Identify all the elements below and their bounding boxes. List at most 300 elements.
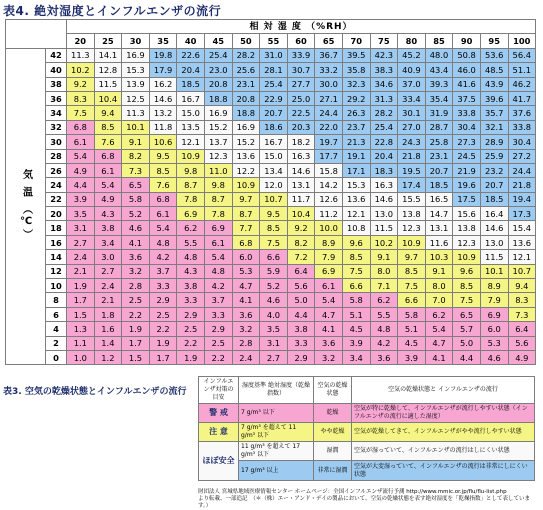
humidity-cell: 12.2 bbox=[232, 163, 260, 177]
humidity-cell: 2.1 bbox=[67, 264, 95, 278]
humidity-cell: 11.6 bbox=[425, 235, 453, 249]
humidity-cell: 19.1 bbox=[342, 149, 370, 163]
humidity-cell: 11.8 bbox=[149, 120, 177, 134]
humidity-cell: 6.1 bbox=[67, 135, 95, 149]
temperature-row-header: 10 bbox=[46, 279, 67, 293]
humidity-cell: 9.1 bbox=[425, 264, 453, 278]
humidity-cell: 8.9 bbox=[480, 279, 508, 293]
humidity-cell: 20.3 bbox=[287, 120, 315, 134]
humidity-cell: 21.3 bbox=[342, 135, 370, 149]
humidity-cell: 2.5 bbox=[177, 322, 205, 336]
humidity-cell: 10.4 bbox=[94, 91, 122, 105]
humidity-cell: 7.2 bbox=[287, 250, 315, 264]
humidity-cell: 8.5 bbox=[453, 279, 481, 293]
legend-criteria: 17 g/m³ 以上 bbox=[239, 461, 314, 481]
humidity-cell: 5.9 bbox=[260, 264, 288, 278]
humidity-cell: 4.7 bbox=[315, 307, 343, 321]
humidity-cell: 5.4 bbox=[149, 221, 177, 235]
humidity-col-header: 45 bbox=[204, 34, 232, 48]
humidity-cell: 8.9 bbox=[315, 235, 343, 249]
humidity-cell: 11.5 bbox=[94, 77, 122, 91]
humidity-cell: 2.5 bbox=[204, 336, 232, 350]
humidity-cell: 3.3 bbox=[149, 279, 177, 293]
humidity-col-header: 30 bbox=[122, 34, 150, 48]
humidity-cell: 4.7 bbox=[232, 279, 260, 293]
temperature-row-header: 6 bbox=[46, 307, 67, 321]
humidity-cell: 41.6 bbox=[453, 77, 481, 91]
humidity-cell: 23.7 bbox=[342, 120, 370, 134]
humidity-cell: 17.5 bbox=[453, 192, 481, 206]
humidity-cell: 4.6 bbox=[122, 221, 150, 235]
humidity-cell: 30.1 bbox=[398, 106, 426, 120]
humidity-cell: 10.0 bbox=[315, 221, 343, 235]
humidity-cell: 15.2 bbox=[232, 135, 260, 149]
humidity-cell: 1.4 bbox=[94, 336, 122, 350]
table-row bbox=[6, 350, 536, 364]
humidity-cell: 2.2 bbox=[177, 336, 205, 350]
humidity-cell: 7.5 bbox=[398, 279, 426, 293]
humidity-cell: 18.5 bbox=[177, 77, 205, 91]
humidity-cell: 33.8 bbox=[508, 120, 536, 134]
absolute-humidity-table bbox=[5, 19, 536, 365]
table-row bbox=[6, 279, 536, 293]
humidity-cell: 9.2 bbox=[67, 77, 95, 91]
humidity-cell: 8.2 bbox=[122, 149, 150, 163]
humidity-cell: 29.2 bbox=[342, 91, 370, 105]
humidity-cell: 5.4 bbox=[67, 149, 95, 163]
humidity-cell: 5.8 bbox=[122, 192, 150, 206]
table-row bbox=[6, 120, 536, 134]
table-row bbox=[6, 178, 536, 192]
humidity-cell: 35.7 bbox=[480, 106, 508, 120]
humidity-cell: 4.1 bbox=[122, 235, 150, 249]
humidity-cell: 48.0 bbox=[425, 48, 453, 62]
temperature-axis-label bbox=[6, 48, 46, 365]
humidity-cell: 19.5 bbox=[398, 163, 426, 177]
humidity-cell: 3.8 bbox=[94, 221, 122, 235]
humidity-cell: 18.5 bbox=[425, 178, 453, 192]
legend-level: 注 意 bbox=[199, 423, 239, 442]
humidity-header: 相 対 湿 度 （%RH） bbox=[67, 20, 536, 34]
humidity-cell: 19.4 bbox=[508, 192, 536, 206]
humidity-cell: 10.7 bbox=[260, 192, 288, 206]
humidity-cell: 30.4 bbox=[453, 120, 481, 134]
humidity-col-header: 40 bbox=[177, 34, 205, 48]
temperature-row-header: 14 bbox=[46, 250, 67, 264]
humidity-col-header: 70 bbox=[342, 34, 370, 48]
humidity-cell: 4.3 bbox=[94, 207, 122, 221]
table-row bbox=[6, 163, 536, 177]
humidity-cell: 32.3 bbox=[342, 77, 370, 91]
humidity-cell: 6.4 bbox=[508, 322, 536, 336]
humidity-cell: 21.8 bbox=[398, 149, 426, 163]
humidity-cell: 1.9 bbox=[122, 322, 150, 336]
humidity-cell: 10.2 bbox=[67, 63, 95, 77]
legend-criteria: 7 g/m³ 以下 bbox=[239, 404, 314, 423]
humidity-cell: 33.9 bbox=[287, 48, 315, 62]
humidity-cell: 51.1 bbox=[508, 63, 536, 77]
humidity-cell: 7.3 bbox=[122, 163, 150, 177]
humidity-cell: 30.7 bbox=[287, 63, 315, 77]
humidity-cell: 5.8 bbox=[398, 307, 426, 321]
humidity-cell: 3.3 bbox=[177, 293, 205, 307]
humidity-cell: 1.1 bbox=[67, 336, 95, 350]
humidity-cell: 3.4 bbox=[94, 235, 122, 249]
humidity-cell: 39.3 bbox=[425, 77, 453, 91]
humidity-cell: 20.4 bbox=[177, 63, 205, 77]
temperature-row-header: 18 bbox=[46, 221, 67, 235]
humidity-cell: 37.5 bbox=[453, 91, 481, 105]
humidity-col-header: 85 bbox=[425, 34, 453, 48]
humidity-cell: 6.6 bbox=[260, 250, 288, 264]
humidity-cell: 25.6 bbox=[232, 63, 260, 77]
humidity-cell: 16.2 bbox=[149, 77, 177, 91]
humidity-cell: 12.8 bbox=[94, 63, 122, 77]
humidity-cell: 41.7 bbox=[508, 91, 536, 105]
humidity-cell: 20.7 bbox=[260, 106, 288, 120]
humidity-cell: 56.4 bbox=[508, 48, 536, 62]
humidity-cell: 4.4 bbox=[67, 178, 95, 192]
humidity-cell: 3.8 bbox=[177, 279, 205, 293]
humidity-cell: 27.7 bbox=[287, 77, 315, 91]
humidity-cell: 22.0 bbox=[315, 120, 343, 134]
humidity-cell: 2.4 bbox=[94, 279, 122, 293]
humidity-cell: 2.9 bbox=[287, 350, 315, 364]
temperature-row-header: 20 bbox=[46, 207, 67, 221]
humidity-cell: 4.6 bbox=[480, 350, 508, 364]
humidity-cell: 17.3 bbox=[508, 207, 536, 221]
humidity-cell: 10.9 bbox=[232, 178, 260, 192]
humidity-cell: 23.1 bbox=[232, 77, 260, 91]
temperature-row-header: 16 bbox=[46, 235, 67, 249]
humidity-cell: 9.7 bbox=[232, 192, 260, 206]
humidity-cell: 3.9 bbox=[398, 350, 426, 364]
table-row bbox=[6, 135, 536, 149]
humidity-cell: 8.5 bbox=[260, 221, 288, 235]
table-row bbox=[6, 221, 536, 235]
humidity-cell: 6.0 bbox=[232, 250, 260, 264]
temperature-row-header: 28 bbox=[46, 149, 67, 163]
humidity-cell: 28.7 bbox=[425, 120, 453, 134]
humidity-cell: 7.5 bbox=[260, 235, 288, 249]
humidity-cell: 22.5 bbox=[287, 106, 315, 120]
humidity-cell: 34.6 bbox=[370, 77, 398, 91]
humidity-cell: 6.1 bbox=[315, 279, 343, 293]
humidity-cell: 10.1 bbox=[480, 264, 508, 278]
humidity-cell: 16.5 bbox=[425, 192, 453, 206]
humidity-cell: 25.0 bbox=[287, 91, 315, 105]
humidity-cell: 5.1 bbox=[398, 322, 426, 336]
humidity-cell: 12.3 bbox=[453, 235, 481, 249]
humidity-cell: 14.1 bbox=[94, 48, 122, 62]
humidity-cell: 25.4 bbox=[204, 48, 232, 62]
humidity-cell: 11.5 bbox=[370, 221, 398, 235]
humidity-cell: 9.6 bbox=[453, 264, 481, 278]
humidity-cell: 16.4 bbox=[480, 207, 508, 221]
humidity-cell: 13.0 bbox=[370, 207, 398, 221]
humidity-cell: 18.5 bbox=[480, 192, 508, 206]
humidity-cell: 3.7 bbox=[204, 293, 232, 307]
legend-col-header: 空気の乾燥状態 bbox=[314, 377, 352, 404]
humidity-cell: 3.6 bbox=[232, 307, 260, 321]
humidity-cell: 10.9 bbox=[398, 235, 426, 249]
humidity-cell: 9.8 bbox=[177, 163, 205, 177]
legend-col-header: 湿度基準 絶対湿度（乾燥指数） bbox=[239, 377, 314, 404]
humidity-cell: 27.0 bbox=[398, 120, 426, 134]
humidity-cell: 9.1 bbox=[122, 135, 150, 149]
humidity-cell: 8.2 bbox=[287, 235, 315, 249]
humidity-cell: 1.0 bbox=[67, 350, 95, 364]
legend-col-header: インフルエンザ対策の 目安 bbox=[199, 377, 239, 404]
footer-source: 財団法人 宮城県地域医療情報センター ホームページ：全国インフルエンザ流行予測 http://www.mmic.or.jp/flu/flu-list.php bbox=[198, 489, 507, 495]
footer-note: より転載、一部追記 （＊（株）エー・アンド・デイの製品において、空気の乾燥状態を表す絶対湿度を「乾燥指数」として表しています。） bbox=[198, 496, 531, 509]
humidity-cell: 5.0 bbox=[453, 336, 481, 350]
humidity-cell: 4.5 bbox=[398, 336, 426, 350]
humidity-cell: 11.3 bbox=[122, 106, 150, 120]
humidity-cell: 3.6 bbox=[315, 336, 343, 350]
humidity-cell: 31.9 bbox=[425, 106, 453, 120]
humidity-cell: 4.2 bbox=[204, 279, 232, 293]
humidity-cell: 8.7 bbox=[232, 207, 260, 221]
temperature-row-header: 22 bbox=[46, 192, 67, 206]
humidity-cell: 13.1 bbox=[425, 221, 453, 235]
temperature-row-header: 36 bbox=[46, 91, 67, 105]
humidity-cell: 5.3 bbox=[480, 336, 508, 350]
humidity-cell: 16.3 bbox=[370, 178, 398, 192]
humidity-cell: 6.4 bbox=[287, 264, 315, 278]
table-row bbox=[6, 192, 536, 206]
legend-state: 湿潤 bbox=[314, 442, 352, 461]
humidity-cell: 13.6 bbox=[342, 192, 370, 206]
temperature-row-header: 4 bbox=[46, 322, 67, 336]
humidity-cell: 42.3 bbox=[370, 48, 398, 62]
humidity-cell: 3.2 bbox=[232, 322, 260, 336]
legend-state: 非常に湿潤 bbox=[314, 461, 352, 481]
humidity-cell: 2.9 bbox=[204, 322, 232, 336]
humidity-cell: 15.8 bbox=[315, 163, 343, 177]
humidity-col-header: 65 bbox=[315, 34, 343, 48]
table-row bbox=[6, 250, 536, 264]
humidity-col-header: 55 bbox=[260, 34, 288, 48]
humidity-cell: 9.5 bbox=[260, 207, 288, 221]
humidity-cell: 10.2 bbox=[370, 235, 398, 249]
humidity-cell: 4.3 bbox=[177, 264, 205, 278]
humidity-cell: 53.6 bbox=[480, 48, 508, 62]
humidity-cell: 19.7 bbox=[315, 135, 343, 149]
humidity-cell: 12.3 bbox=[204, 149, 232, 163]
humidity-cell: 50.8 bbox=[453, 48, 481, 62]
humidity-cell: 36.7 bbox=[315, 48, 343, 62]
humidity-cell: 6.1 bbox=[94, 163, 122, 177]
humidity-cell: 6.6 bbox=[398, 293, 426, 307]
humidity-cell: 4.9 bbox=[94, 192, 122, 206]
humidity-cell: 5.5 bbox=[177, 235, 205, 249]
humidity-cell: 33.4 bbox=[398, 91, 426, 105]
humidity-cell: 3.6 bbox=[122, 250, 150, 264]
humidity-cell: 31.3 bbox=[370, 91, 398, 105]
humidity-cell: 6.5 bbox=[122, 178, 150, 192]
humidity-cell: 14.6 bbox=[149, 91, 177, 105]
humidity-cell: 1.9 bbox=[177, 350, 205, 364]
humidity-cell: 2.7 bbox=[260, 350, 288, 364]
humidity-cell: 38.3 bbox=[370, 63, 398, 77]
humidity-cell: 7.7 bbox=[232, 221, 260, 235]
humidity-cell: 1.2 bbox=[94, 350, 122, 364]
humidity-cell: 10.8 bbox=[342, 221, 370, 235]
temperature-row-header: 24 bbox=[46, 178, 67, 192]
humidity-cell: 13.7 bbox=[204, 135, 232, 149]
humidity-cell: 5.8 bbox=[342, 293, 370, 307]
humidity-cell: 9.7 bbox=[398, 250, 426, 264]
humidity-cell: 16.9 bbox=[204, 106, 232, 120]
humidity-cell: 4.8 bbox=[149, 235, 177, 249]
humidity-cell: 7.5 bbox=[67, 106, 95, 120]
humidity-cell: 14.6 bbox=[370, 192, 398, 206]
legend-desc: 空気が乾燥してきて、インフルエンザがやや流行しやすい状態 bbox=[352, 423, 535, 442]
humidity-cell: 14.6 bbox=[480, 221, 508, 235]
humidity-cell: 23.0 bbox=[204, 63, 232, 77]
humidity-cell: 3.8 bbox=[287, 322, 315, 336]
humidity-cell: 24.3 bbox=[398, 135, 426, 149]
humidity-cell: 39.5 bbox=[342, 48, 370, 62]
temperature-row-header: 34 bbox=[46, 106, 67, 120]
humidity-cell: 28.9 bbox=[480, 135, 508, 149]
humidity-cell: 6.5 bbox=[453, 307, 481, 321]
humidity-cell: 2.5 bbox=[149, 307, 177, 321]
humidity-cell: 2.2 bbox=[204, 350, 232, 364]
humidity-cell: 9.1 bbox=[370, 250, 398, 264]
humidity-cell: 4.1 bbox=[425, 350, 453, 364]
humidity-cell: 15.3 bbox=[122, 63, 150, 77]
humidity-cell: 6.9 bbox=[177, 207, 205, 221]
humidity-cell: 3.5 bbox=[67, 207, 95, 221]
humidity-col-header: 20 bbox=[67, 34, 95, 48]
humidity-cell: 11.0 bbox=[204, 163, 232, 177]
humidity-cell: 1.7 bbox=[149, 350, 177, 364]
legend-level: ほぼ安全 bbox=[199, 442, 239, 481]
humidity-cell: 15.4 bbox=[508, 221, 536, 235]
humidity-cell: 5.6 bbox=[287, 279, 315, 293]
humidity-cell: 2.5 bbox=[122, 293, 150, 307]
humidity-cell: 9.2 bbox=[287, 221, 315, 235]
humidity-cell: 8.0 bbox=[425, 279, 453, 293]
humidity-cell: 6.1 bbox=[149, 207, 177, 221]
humidity-cell: 28.2 bbox=[370, 106, 398, 120]
footer bbox=[198, 489, 538, 510]
humidity-cell: 1.9 bbox=[67, 279, 95, 293]
humidity-cell: 9.4 bbox=[94, 106, 122, 120]
humidity-cell: 37.6 bbox=[508, 106, 536, 120]
humidity-cell: 12.1 bbox=[177, 135, 205, 149]
humidity-cell: 43.4 bbox=[425, 63, 453, 77]
humidity-cell: 10.9 bbox=[177, 149, 205, 163]
humidity-cell: 6.9 bbox=[480, 307, 508, 321]
humidity-cell: 3.7 bbox=[149, 264, 177, 278]
humidity-cell: 4.9 bbox=[508, 350, 536, 364]
humidity-cell: 3.2 bbox=[122, 264, 150, 278]
humidity-cell: 2.2 bbox=[149, 322, 177, 336]
humidity-cell: 25.8 bbox=[425, 135, 453, 149]
humidity-cell: 1.9 bbox=[149, 336, 177, 350]
humidity-cell: 2.4 bbox=[67, 250, 95, 264]
humidity-cell: 5.7 bbox=[453, 322, 481, 336]
humidity-cell: 5.2 bbox=[260, 279, 288, 293]
humidity-cell: 46.0 bbox=[453, 63, 481, 77]
temperature-row-header: 12 bbox=[46, 264, 67, 278]
humidity-cell: 9.6 bbox=[342, 235, 370, 249]
humidity-cell: 25.9 bbox=[480, 149, 508, 163]
legend-desc: 空気が湿っていて、インフルエンザの流行はしにくい状態 bbox=[352, 442, 535, 461]
humidity-cell: 15.5 bbox=[398, 192, 426, 206]
legend-state: 乾燥 bbox=[314, 404, 352, 423]
humidity-cell: 1.5 bbox=[122, 350, 150, 364]
humidity-cell: 13.1 bbox=[287, 178, 315, 192]
humidity-cell: 16.9 bbox=[232, 120, 260, 134]
humidity-cell: 3.0 bbox=[94, 250, 122, 264]
humidity-cell: 2.7 bbox=[67, 235, 95, 249]
humidity-cell: 18.8 bbox=[232, 106, 260, 120]
temperature-row-header: 40 bbox=[46, 63, 67, 77]
humidity-cell: 3.4 bbox=[342, 350, 370, 364]
humidity-cell: 6.8 bbox=[67, 120, 95, 134]
humidity-cell: 9.5 bbox=[149, 149, 177, 163]
humidity-cell: 4.6 bbox=[260, 293, 288, 307]
legend-desc: 空気が大変湿っていて、インフルエンザの流行は非常にしにくい状態 bbox=[352, 461, 535, 481]
humidity-cell: 6.9 bbox=[204, 221, 232, 235]
humidity-cell: 23.1 bbox=[425, 149, 453, 163]
humidity-cell: 3.3 bbox=[287, 336, 315, 350]
humidity-cell: 10.9 bbox=[453, 250, 481, 264]
humidity-cell: 3.2 bbox=[315, 350, 343, 364]
legend-row bbox=[199, 442, 535, 461]
humidity-cell: 10.6 bbox=[149, 135, 177, 149]
humidity-cell: 28.2 bbox=[232, 48, 260, 62]
humidity-cell: 22.9 bbox=[260, 91, 288, 105]
humidity-cell: 20.7 bbox=[425, 163, 453, 177]
table-row bbox=[6, 63, 536, 77]
humidity-cell: 4.1 bbox=[232, 293, 260, 307]
humidity-cell: 33.2 bbox=[315, 63, 343, 77]
humidity-cell: 27.3 bbox=[453, 135, 481, 149]
humidity-cell: 27.2 bbox=[508, 149, 536, 163]
humidity-cell: 5.2 bbox=[122, 207, 150, 221]
humidity-cell: 5.4 bbox=[204, 250, 232, 264]
table-row bbox=[6, 307, 536, 321]
humidity-cell: 8.5 bbox=[94, 120, 122, 134]
temperature-row-header: 32 bbox=[46, 120, 67, 134]
humidity-cell: 6.0 bbox=[480, 322, 508, 336]
humidity-cell: 3.3 bbox=[204, 307, 232, 321]
humidity-cell: 11.2 bbox=[315, 207, 343, 221]
humidity-cell: 15.0 bbox=[177, 106, 205, 120]
humidity-cell: 6.8 bbox=[149, 192, 177, 206]
humidity-cell: 7.8 bbox=[204, 207, 232, 221]
humidity-cell: 7.1 bbox=[370, 279, 398, 293]
humidity-cell: 35.8 bbox=[342, 63, 370, 77]
table-row bbox=[6, 293, 536, 307]
humidity-cell: 9.8 bbox=[204, 178, 232, 192]
humidity-cell: 15.2 bbox=[204, 120, 232, 134]
humidity-cell: 12.1 bbox=[508, 250, 536, 264]
legend-level: 警 戒 bbox=[199, 404, 239, 423]
humidity-cell: 19.8 bbox=[149, 48, 177, 62]
humidity-cell: 7.5 bbox=[342, 264, 370, 278]
table-row bbox=[6, 106, 536, 120]
humidity-cell: 5.4 bbox=[315, 293, 343, 307]
humidity-cell: 16.9 bbox=[122, 48, 150, 62]
humidity-cell: 13.5 bbox=[177, 120, 205, 134]
legend-row bbox=[199, 423, 535, 442]
